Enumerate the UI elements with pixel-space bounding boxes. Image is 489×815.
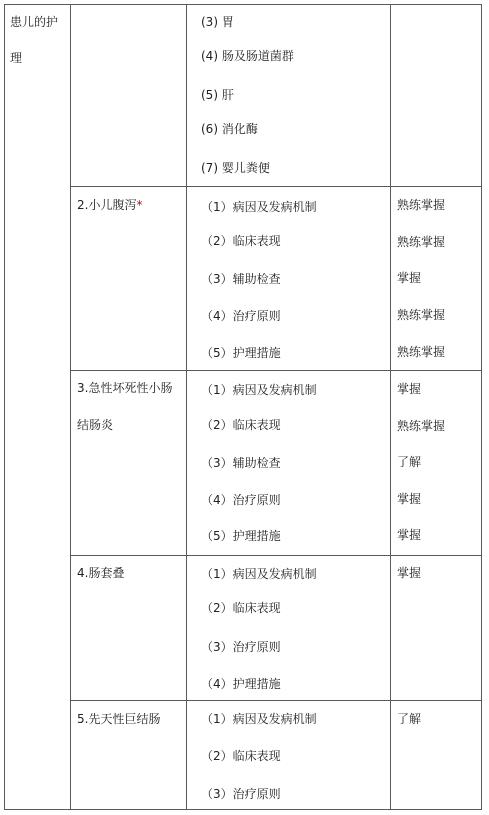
- mastery-level: 熟练掌握: [397, 419, 446, 433]
- mastery-level: 熟练掌握: [397, 345, 446, 359]
- list-item: （1）病因及发病机制: [201, 383, 317, 397]
- list-item: (4) 肠及肠道菌群: [201, 49, 294, 63]
- list-item: （4）治疗原则: [201, 493, 281, 507]
- mastery-level: 掌握: [397, 492, 422, 506]
- row-divider: [70, 186, 482, 187]
- chapter-title-line1: 患儿的护: [10, 15, 59, 29]
- mastery-level: 掌握: [397, 382, 422, 396]
- chapter-title-line2: 理: [10, 51, 23, 65]
- mastery-level: 熟练掌握: [397, 198, 446, 212]
- list-item: （2）临床表现: [201, 418, 281, 432]
- topic-title: 5.先天性巨结肠: [77, 712, 161, 726]
- topic-title: 4.肠套叠: [77, 566, 125, 580]
- list-item: （4）治疗原则: [201, 309, 281, 323]
- list-item: （5）护理措施: [201, 529, 281, 543]
- list-item: (3) 胃: [201, 15, 234, 29]
- list-item: （4）护理措施: [201, 677, 281, 691]
- list-item: （1）病因及发病机制: [201, 712, 317, 726]
- mastery-level: 熟练掌握: [397, 235, 446, 249]
- topic-title-text: 2.小儿腹泻: [77, 198, 137, 212]
- topic-title-line1: 3.急性坏死性小肠: [77, 381, 173, 395]
- list-item: (6) 消化酶: [201, 122, 258, 136]
- list-item: （2）临床表现: [201, 749, 281, 763]
- mastery-level: 掌握: [397, 528, 422, 542]
- list-item: （3）治疗原则: [201, 787, 281, 801]
- mastery-level: 了解: [397, 712, 422, 726]
- column-divider: [390, 4, 391, 810]
- list-item: （3）辅助检查: [201, 456, 281, 470]
- column-divider: [186, 4, 187, 810]
- list-item: （1）病因及发病机制: [201, 567, 317, 581]
- mastery-level: 熟练掌握: [397, 308, 446, 322]
- topic-title-line2: 结肠炎: [77, 418, 114, 432]
- list-item: （3）治疗原则: [201, 640, 281, 654]
- row-divider: [70, 555, 482, 556]
- list-item: （3）辅助检查: [201, 272, 281, 286]
- list-item: (7) 婴儿粪便: [201, 161, 270, 175]
- topic-title: [77, 197, 142, 213]
- list-item: （2）临床表现: [201, 601, 281, 615]
- row-divider: [70, 370, 482, 371]
- key-point-star: *: [136, 198, 143, 212]
- mastery-level: 掌握: [397, 271, 422, 285]
- column-divider: [70, 4, 71, 810]
- list-item: (5) 肝: [201, 88, 234, 102]
- row-divider: [70, 700, 482, 701]
- list-item: （5）护理措施: [201, 346, 281, 360]
- mastery-level: 了解: [397, 455, 422, 469]
- mastery-level: 掌握: [397, 566, 422, 580]
- list-item: （2）临床表现: [201, 234, 281, 248]
- list-item: （1）病因及发病机制: [201, 200, 317, 214]
